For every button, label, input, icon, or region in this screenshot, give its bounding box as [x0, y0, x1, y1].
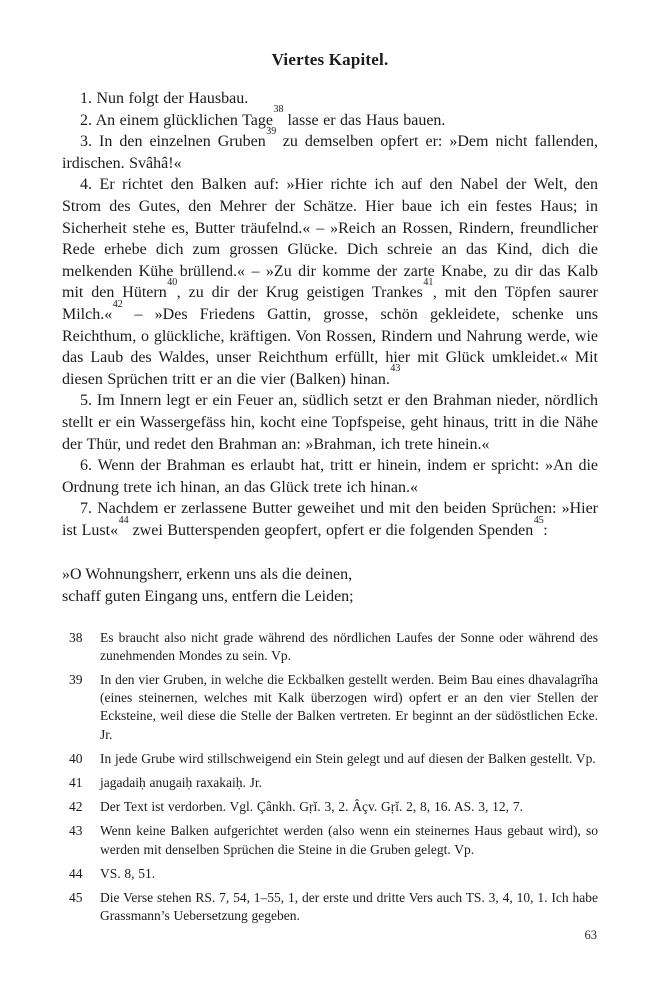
footnote-number: 41 [69, 775, 83, 791]
footnote-text: Wenn keine Balken aufgerichtet werden (also wenn ein steinernes Haus gebaut wird), so werden mit denselben Sprüchen die Steine in die Gruben gelegt. Vp. [100, 823, 598, 857]
page-number: 63 [584, 928, 597, 942]
footnote [62, 671, 598, 744]
footnote-number: 45 [69, 890, 83, 906]
paragraph: 2. An einem glücklichen Tage$^{38}$ lasse er das Haus bauen. [80, 104, 446, 129]
footnote-text: jagadaiḥ anugaiḥ raxakaiḥ. Jr. [100, 775, 263, 791]
footnote [62, 750, 598, 768]
footnote [62, 798, 598, 816]
footnote-text: Es braucht also nicht grade während des nördlichen Laufes der Sonne oder während des zunehmenden Mondes zu sein. Vp. [100, 629, 598, 663]
footnote-number: 42 [69, 799, 83, 815]
main-text [62, 88, 598, 541]
footnote-number: 43 [69, 823, 83, 839]
text-block [62, 50, 598, 932]
verse-block [62, 564, 598, 607]
footnote [62, 629, 598, 665]
footnote-reference: 44 [118, 514, 129, 526]
footnote [62, 889, 598, 925]
footnote-text: In jede Grube wird stillschweigend ein Stein gelegt und auf diesen der Balken gestellt. Vp. [100, 750, 596, 766]
footnote-number: 44 [69, 865, 83, 881]
footnote-reference: 42 [112, 298, 123, 310]
footnote-reference: 40 [167, 277, 178, 289]
footnote [62, 865, 598, 883]
paragraph: 4. Er richtet den Balken auf: »Hier richte ich auf den Nabel der Welt, den Strom des Gutes, den Mehrer der Schätze. Hier baue ich ein festes Haus; in Sicherheit stehe es, Butter träufelnd.« – »Reich an Rossen, Rindern, freundlicher Rede erhebe dich zum grossen Glücke. Dich schreie an das Kind, dich die melkenden Kühe brüllend.« – »Zu dir komme der zarte Knabe, zu dir das Kalb mit den Hütern$^{40}$, zu dir der Krug geistigen Trankes$^{41}$, mit den Töpfen saurer Milch.«$^{42}$ – »Des Friedens Gattin, grosse, schön gekleidete, schenke uns Reichthum, o glückliche, kräftigen. Von Rossen, Rindern und Nahrung werde, wie das Laub des Waldes, unser Reichthum erfüllt, hier mit Glück umkleidet.« Mit diesen Sprüchen tritt er an die vier (Balken) hinan.$^{43}$ [62, 176, 598, 388]
chapter-title: Viertes Kapitel. [271, 50, 389, 69]
footnote-reference: 38 [273, 104, 284, 116]
footnote-text: In den vier Gruben, in welche die Eckbalken gestellt werden. Beim Bau eines dhavalagrĭha (eines steinernen, welches mit Kalk überzogen wird) opfert er an den vier Stellen der Ecksteine, weil diese die Stelle der Balken vertreten. Er beginnt an der südöstlichen Ecke. Jr. [100, 672, 598, 742]
paragraph: 7. Nachdem er zerlassene Butter geweihet und mit den beiden Sprüchen: »Hier ist Lust«$^{44}$ zwei Butterspenden geopfert, opfert er die folgenden Spenden$^{45}$: [62, 500, 598, 539]
footnote-reference: 39 [266, 125, 277, 137]
paragraph: 5. Im Innern legt er ein Feuer an, südlich setzt er den Brahman nieder, nördlich stellt er ein Wassergefäss hin, kocht eine Topfspeise, geht hinaus, tritt in die Nähe der Thür, und redet den Brahman an: »Brahman, ich trete hinein.« [62, 392, 598, 453]
footnote-reference: 41 [423, 277, 434, 289]
footnote-number: 40 [69, 750, 83, 766]
paragraph: 6. Wenn der Brahman es erlaubt hat, tritt er hinein, indem er spricht: »An die Ordnung trete ich hinan, an das Glück trete ich hinan.« [62, 457, 598, 496]
footnote-text: Der Text ist verdorben. Vgl. Çânkh. Gṛĭ. 3, 2. Âçv. Gṛĭ. 2, 8, 16. AS. 3, 12, 7. [100, 799, 523, 815]
verse-line: schaff guten Eingang uns, entfern die Leiden; [62, 588, 354, 606]
footnote-text: VS. 8, 51. [100, 865, 156, 881]
verse-line: »O Wohnungsherr, erkenn uns als die deinen, [62, 566, 353, 584]
footnote-reference: 43 [390, 363, 401, 375]
footnote [62, 822, 598, 858]
footnote-number: 39 [69, 672, 83, 688]
paragraph: 1. Nun folgt der Hausbau. [80, 90, 249, 107]
footnote-text: Die Verse stehen RS. 7, 54, 1–55, 1, der erste und dritte Vers auch TS. 3, 4, 10, 1. Ich habe Grassmann’s Uebersetzung gegeben. [100, 890, 598, 924]
footnote-reference: 45 [533, 514, 544, 526]
footnote-number: 38 [69, 629, 83, 645]
footnote [62, 774, 598, 792]
paragraph: 3. In den einzelnen Gruben$^{39}$ zu demselben opfert er: »Dem nicht fallenden, irdischen. Svâhâ!« [62, 125, 598, 172]
footnotes-block [62, 629, 598, 926]
